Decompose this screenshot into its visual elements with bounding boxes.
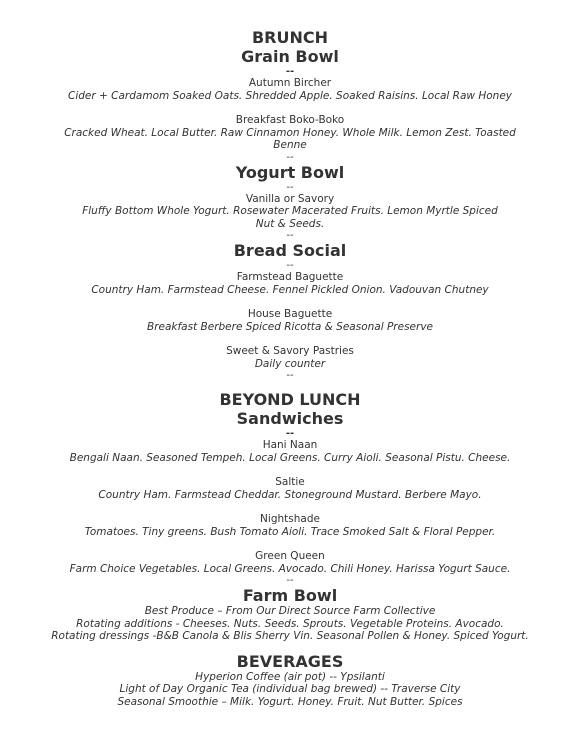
menu-item-name: Green Queen: [255, 550, 325, 562]
menu-item-description: Tomatoes. Tiny greens. Bush Tomato Aioli. Trace Smoked Salt & Floral Pepper.: [84, 525, 496, 538]
subsection-title-yogurt-bowl: Yogurt Bowl: [235, 162, 345, 182]
separator: --: [286, 575, 294, 586]
menu-item-name: Farmstead Baguette: [236, 271, 344, 283]
menu-item-name: Vanilla or Savory: [245, 192, 335, 205]
separator: --: [286, 260, 294, 271]
beverage-line: Hyperion Coffee (air pot) -- Ypsilanti: [195, 670, 385, 683]
beverage-line: Light of Day Organic Tea (individual bag brewed) -- Traverse City: [119, 683, 461, 695]
farm-bowl-line: Rotating dressings -B&B Canola & Blis Sherry Vin. Seasonal Pollen & Honey. Spiced Yogurt.: [51, 630, 529, 642]
subsection-title-bread-social: Bread Social: [233, 241, 347, 260]
separator: --: [285, 428, 295, 439]
separator: --: [286, 370, 294, 381]
menu-item-description: Country Ham. Farmstead Cheddar. Stoneground Mustard. Berbere Mayo.: [98, 488, 482, 501]
section-title-beyond-lunch: BEYOND LUNCH: [219, 390, 361, 409]
menu-item-name: Nightshade: [260, 513, 320, 525]
menu-item-description: Breakfast Berbere Spiced Ricotta & Seasonal Preserve: [146, 320, 434, 333]
separator: --: [286, 151, 294, 163]
menu-item-description: Bengali Naan. Seasoned Tempeh. Local Greens. Curry Aioli. Seasonal Pistu. Cheese.: [69, 451, 511, 464]
menu-item-name: Breakfast Boko-Boko: [235, 114, 345, 126]
separator: --: [285, 66, 295, 77]
subsection-title-grain-bowl: Grain Bowl: [241, 47, 339, 66]
subsection-title-sandwiches: Sandwiches: [236, 409, 344, 428]
menu-item-description: Farm Choice Vegetables. Local Greens. Avocado. Chili Honey. Harissa Yogurt Sauce.: [69, 562, 511, 575]
menu-item-name: Autumn Bircher: [248, 77, 332, 89]
separator: --: [286, 230, 294, 241]
separator: --: [286, 181, 294, 193]
menu-item-name: Hani Naan: [262, 439, 318, 451]
menu-item-description: Daily counter: [254, 357, 326, 370]
farm-bowl-line: Best Produce – From Our Direct Source Farm Collective: [144, 605, 436, 617]
section-title-brunch: BRUNCH: [251, 28, 329, 47]
menu-item-name: Saltie: [275, 476, 305, 488]
menu-item-description: Cider + Cardamom Soaked Oats. Shredded Apple. Soaked Raisins. Local Raw Honey: [68, 89, 512, 102]
menu-item-name: Sweet & Savory Pastries: [226, 345, 354, 357]
menu-item-description: Fluffy Bottom Whole Yogurt. Rosewater Macerated Fruits. Lemon Myrtle Spiced Nut & Seeds.: [82, 205, 498, 230]
menu-item-description: Cracked Wheat. Local Butter. Raw Cinnamon Honey. Whole Milk. Lemon Zest. Toasted Benne: [64, 126, 516, 151]
subsection-title-farm-bowl: Farm Bowl: [242, 586, 338, 605]
farm-bowl-line: Rotating additions - Cheeses. Nuts. Seeds. Sprouts. Vegetable Proteins. Avocado.: [76, 617, 504, 630]
menu-item-description: Country Ham. Farmstead Cheese. Fennel Pickled Onion. Vadouvan Chutney: [91, 283, 489, 296]
beverage-line: Seasonal Smoothie – Milk. Yogurt. Honey. Fruit. Nut Butter. Spices: [117, 695, 463, 708]
section-title-beverages: BEVERAGES: [236, 651, 344, 671]
menu-item-name: House Baguette: [247, 308, 333, 320]
